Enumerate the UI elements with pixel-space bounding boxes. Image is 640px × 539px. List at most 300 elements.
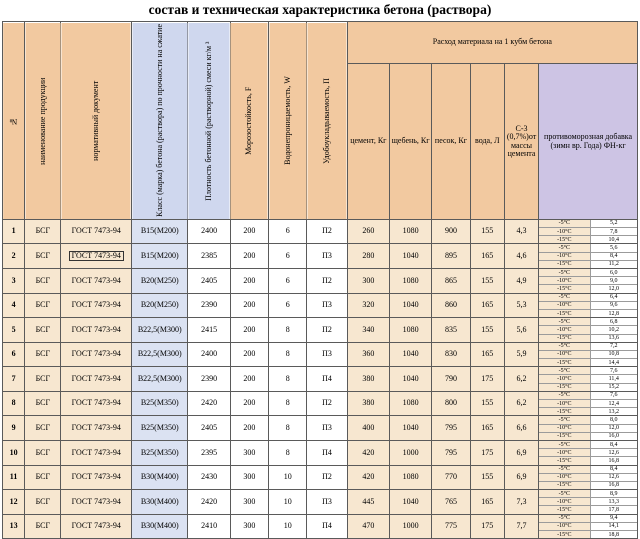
header-water: Водонепроницаемость, W [269,22,307,220]
table-header-group-row [3,22,638,64]
cell-cement: 420 [347,440,389,465]
temp-label: -5°C [539,244,590,252]
antifreeze-temp-row [539,375,637,383]
temp-label: -15°C [539,432,590,440]
cell-class: В25(М350) [132,440,188,465]
temp-label: -15°C [539,359,590,367]
cell-water: 6 [269,293,307,318]
antifreeze-temp-row [539,326,637,334]
cell-class: В30(М400) [132,514,188,539]
temp-value: 7,6 [590,367,637,375]
cell-frost: 200 [230,342,268,367]
temp-label: -5°C [539,466,590,474]
antifreeze-temp-row [539,392,637,400]
cell-antifreeze [539,367,638,392]
temp-value: 12,8 [590,309,637,317]
antifreeze-temp-row [539,277,637,285]
temp-label: -15°C [539,457,590,465]
cell-sand: 795 [432,440,470,465]
temp-label: -5°C [539,294,590,302]
temp-value: 9,4 [590,515,637,523]
cell-cement: 320 [347,293,389,318]
antifreeze-temp-row [539,309,637,317]
cell-gravel: 1040 [390,342,432,367]
cell-name: БСГ [25,293,61,318]
table-row [3,269,638,294]
table-row [3,490,638,515]
page-title: состав и техническая характеристика бетона (раствора) [148,2,492,17]
temp-value: 5,6 [590,244,637,252]
cell-density: 2385 [188,244,230,269]
temp-label: -15°C [539,309,590,317]
temp-label: -5°C [539,416,590,424]
table-row [3,440,638,465]
cell-workability: П3 [307,293,347,318]
temp-label: -5°C [539,220,590,228]
cell-doc: ГОСТ 7473-94 [61,269,132,294]
cell-water-l: 155 [470,219,504,244]
temp-value: 18,8 [590,531,637,539]
cell-cement: 360 [347,342,389,367]
temp-label: -10°C [539,228,590,236]
antifreeze-temp-row [539,522,637,530]
antifreeze-temp-table [539,490,637,514]
temp-value: 10,4 [590,236,637,244]
cell-sz: 5,6 [504,318,538,343]
cell-water: 8 [269,416,307,441]
temp-value: 10,2 [590,326,637,334]
table-row [3,244,638,269]
table-row [3,219,638,244]
cell-num: 11 [3,465,25,490]
temp-value: 8,4 [590,441,637,449]
temp-label: -5°C [539,392,590,400]
cell-frost: 200 [230,293,268,318]
cell-antifreeze [539,465,638,490]
antifreeze-temp-table [539,318,637,342]
cell-frost: 200 [230,416,268,441]
cell-class: В15(М200) [132,244,188,269]
cell-water-l: 155 [470,465,504,490]
cell-density: 2420 [188,490,230,515]
temp-label: -15°C [539,506,590,514]
antifreeze-temp-row [539,350,637,358]
cell-name: БСГ [25,269,61,294]
cell-sz: 4,6 [504,244,538,269]
temp-value: 15,2 [590,383,637,391]
temp-value: 12,6 [590,473,637,481]
cell-frost: 300 [230,490,268,515]
cell-num: 12 [3,490,25,515]
table-row [3,465,638,490]
cell-antifreeze [539,293,638,318]
cell-num: 4 [3,293,25,318]
cell-frost: 200 [230,391,268,416]
cell-cement: 470 [347,514,389,539]
cell-name: БСГ [25,318,61,343]
temp-label: -10°C [539,522,590,530]
header-name: наименование продукции [25,22,61,220]
antifreeze-temp-table [539,269,637,293]
table-row [3,514,638,539]
temp-value: 8,0 [590,416,637,424]
temp-label: -10°C [539,424,590,432]
cell-antifreeze [539,391,638,416]
temp-label: -15°C [539,481,590,489]
antifreeze-temp-row [539,466,637,474]
temp-label: -5°C [539,515,590,523]
temp-value: 16,8 [590,481,637,489]
cell-doc: ГОСТ 7473-94 [61,318,132,343]
antifreeze-temp-row [539,432,637,440]
cell-sz: 6,6 [504,416,538,441]
cell-water: 8 [269,391,307,416]
temp-label: -10°C [539,498,590,506]
temp-label: -10°C [539,326,590,334]
header-cement: цемент, Кг [347,64,389,220]
temp-label: -5°C [539,441,590,449]
cell-antifreeze [539,219,638,244]
temp-label: -10°C [539,375,590,383]
temp-value: 13,3 [590,498,637,506]
table-row [3,342,638,367]
cell-antifreeze [539,318,638,343]
temp-value: 14,4 [590,359,637,367]
cell-frost: 300 [230,465,268,490]
cell-name: БСГ [25,391,61,416]
antifreeze-temp-table [539,392,637,416]
cell-antifreeze [539,490,638,515]
antifreeze-temp-row [539,318,637,326]
cell-sand: 865 [432,269,470,294]
cell-density: 2395 [188,440,230,465]
antifreeze-temp-table [539,466,637,490]
cell-class: В30(М400) [132,465,188,490]
header-frost: Морозостойкость, F [230,22,268,220]
temp-label: -10°C [539,473,590,481]
cell-water: 8 [269,440,307,465]
cell-class: В30(М400) [132,490,188,515]
cell-sand: 795 [432,416,470,441]
header-num: № [3,22,25,220]
cell-sand: 770 [432,465,470,490]
cell-water: 8 [269,367,307,392]
cell-num: 1 [3,219,25,244]
cell-frost: 200 [230,318,268,343]
temp-value: 17,8 [590,506,637,514]
cell-water-l: 155 [470,391,504,416]
cell-sand: 765 [432,490,470,515]
temp-value: 16,8 [590,457,637,465]
temp-label: -5°C [539,490,590,498]
cell-workability: П2 [307,465,347,490]
cell-sand: 775 [432,514,470,539]
cell-density: 2415 [188,318,230,343]
cell-sz: 5,9 [504,342,538,367]
cell-workability: П2 [307,219,347,244]
antifreeze-temp-table [539,220,637,244]
cell-gravel: 1040 [390,244,432,269]
cell-num: 5 [3,318,25,343]
cell-sz: 6,9 [504,465,538,490]
cell-frost: 200 [230,367,268,392]
antifreeze-temp-row [539,269,637,277]
antifreeze-temp-table [539,515,637,539]
cell-cement: 300 [347,269,389,294]
temp-value: 9,0 [590,277,637,285]
antifreeze-temp-row [539,343,637,351]
cell-sz: 4,3 [504,219,538,244]
temp-value: 11,4 [590,375,637,383]
cell-num: 13 [3,514,25,539]
cell-gravel: 1040 [390,490,432,515]
header-doc: нормативный документ [61,22,132,220]
cell-sz: 6,2 [504,367,538,392]
cell-sz: 7,3 [504,490,538,515]
header-workability: Удобоукладываемость, П [307,22,347,220]
cell-cement: 260 [347,219,389,244]
temp-value: 6,4 [590,294,637,302]
temp-label: -10°C [539,252,590,260]
cell-frost: 300 [230,514,268,539]
antifreeze-temp-table [539,294,637,318]
cell-water-l: 175 [470,514,504,539]
cell-antifreeze [539,514,638,539]
cell-doc: ГОСТ 7473-94 [61,342,132,367]
cell-cement: 340 [347,318,389,343]
cell-class: В22,5(М300) [132,342,188,367]
cell-antifreeze [539,244,638,269]
temp-value: 8,4 [590,252,637,260]
cell-doc [61,244,132,269]
cell-doc: ГОСТ 7473-94 [61,391,132,416]
cell-sand: 860 [432,293,470,318]
cell-workability: П3 [307,490,347,515]
temp-label: -15°C [539,285,590,293]
antifreeze-temp-row [539,481,637,489]
cell-class: В20(М250) [132,293,188,318]
cell-gravel: 1040 [390,367,432,392]
temp-label: -15°C [539,334,590,342]
temp-value: 14,1 [590,522,637,530]
cell-antifreeze [539,269,638,294]
cell-antifreeze [539,440,638,465]
cell-water-l: 165 [470,490,504,515]
cell-sand: 895 [432,244,470,269]
cell-workability: П2 [307,318,347,343]
cell-gravel: 1040 [390,416,432,441]
cell-frost: 200 [230,244,268,269]
cell-water: 10 [269,465,307,490]
cell-num: 3 [3,269,25,294]
cell-sz: 6,2 [504,391,538,416]
antifreeze-temp-row [539,228,637,236]
antifreeze-temp-row [539,260,637,268]
cell-cement: 420 [347,465,389,490]
cell-water: 10 [269,490,307,515]
cell-workability: П2 [307,391,347,416]
antifreeze-temp-table [539,367,637,391]
cell-doc: ГОСТ 7473-94 [61,219,132,244]
cell-density: 2420 [188,391,230,416]
cell-name: БСГ [25,367,61,392]
temp-label: -10°C [539,301,590,309]
header-class: Класс (марка) бетона (раствора) по прочности на сжатие [132,22,188,220]
cell-water-l: 165 [470,416,504,441]
temp-label: -10°C [539,277,590,285]
temp-label: -10°C [539,449,590,457]
cell-density: 2405 [188,269,230,294]
antifreeze-temp-row [539,400,637,408]
temp-label: -15°C [539,383,590,391]
cell-gravel: 1080 [390,465,432,490]
cell-gravel: 1080 [390,219,432,244]
antifreeze-temp-table [539,343,637,367]
temp-value: 12,6 [590,449,637,457]
cell-name: БСГ [25,514,61,539]
cell-density: 2405 [188,416,230,441]
temp-label: -5°C [539,318,590,326]
cell-sand: 830 [432,342,470,367]
cell-water-l: 165 [470,293,504,318]
temp-value: 13,2 [590,408,637,416]
antifreeze-temp-row [539,236,637,244]
antifreeze-temp-row [539,383,637,391]
cell-density: 2390 [188,367,230,392]
cell-gravel: 1040 [390,293,432,318]
cell-sand: 835 [432,318,470,343]
cell-sand: 790 [432,367,470,392]
cell-num: 7 [3,367,25,392]
antifreeze-temp-row [539,359,637,367]
temp-value: 7,6 [590,392,637,400]
temp-value: 8,9 [590,490,637,498]
table-row [3,391,638,416]
temp-label: -15°C [539,260,590,268]
header-water-l: вода, Л [470,64,504,220]
cell-name: БСГ [25,465,61,490]
antifreeze-temp-row [539,424,637,432]
cell-sz: 7,7 [504,514,538,539]
temp-value: 12,4 [590,400,637,408]
temp-label: -5°C [539,269,590,277]
antifreeze-temp-row [539,408,637,416]
cell-name: БСГ [25,244,61,269]
header-material-group: Расход материала на 1 кубм бетона [347,22,637,64]
antifreeze-temp-table [539,244,637,268]
temp-value: 11,2 [590,260,637,268]
antifreeze-temp-row [539,367,637,375]
antifreeze-temp-table [539,441,637,465]
cell-sz: 4,9 [504,269,538,294]
table-row [3,367,638,392]
cell-cement: 400 [347,416,389,441]
antifreeze-temp-row [539,457,637,465]
temp-label: -5°C [539,367,590,375]
cell-water-l: 165 [470,342,504,367]
antifreeze-temp-row [539,220,637,228]
antifreeze-temp-row [539,252,637,260]
cell-sand: 900 [432,219,470,244]
cell-doc: ГОСТ 7473-94 [61,440,132,465]
cell-class: В22,5(М300) [132,318,188,343]
cell-doc: ГОСТ 7473-94 [61,293,132,318]
cell-sz: 6,9 [504,440,538,465]
temp-label: -10°C [539,350,590,358]
antifreeze-temp-row [539,531,637,539]
cell-gravel: 1080 [390,269,432,294]
cell-num: 6 [3,342,25,367]
cell-class: В15(М200) [132,219,188,244]
antifreeze-temp-table [539,416,637,440]
antifreeze-temp-row [539,498,637,506]
table-row [3,293,638,318]
cell-antifreeze [539,416,638,441]
temp-value: 5,2 [590,220,637,228]
cell-class: В22,5(М300) [132,367,188,392]
antifreeze-temp-row [539,449,637,457]
header-antifreeze: противоморозная добавка (зимн вр. Года) ФН-кг [539,64,638,220]
cell-name: БСГ [25,490,61,515]
antifreeze-temp-row [539,490,637,498]
cell-num: 8 [3,391,25,416]
antifreeze-temp-row [539,506,637,514]
cell-doc: ГОСТ 7473-94 [61,490,132,515]
cell-antifreeze [539,342,638,367]
temp-value: 9,6 [590,301,637,309]
cell-workability: П3 [307,244,347,269]
cell-frost: 300 [230,440,268,465]
temp-value: 16,0 [590,432,637,440]
cell-doc: ГОСТ 7473-94 [61,367,132,392]
temp-value: 6,0 [590,269,637,277]
cell-water: 6 [269,244,307,269]
header-density: Плотность бетонной (растворной) смеси кг/м ³ [188,22,230,220]
temp-value: 12,0 [590,424,637,432]
cell-workability: П2 [307,269,347,294]
cell-doc: ГОСТ 7473-94 [61,416,132,441]
temp-value: 7,2 [590,343,637,351]
cell-density: 2400 [188,342,230,367]
temp-label: -10°C [539,400,590,408]
table-row [3,318,638,343]
cell-water-l: 155 [470,269,504,294]
cell-cement: 380 [347,367,389,392]
cell-density: 2410 [188,514,230,539]
cell-class: В25(М350) [132,391,188,416]
cell-doc: ГОСТ 7473-94 [61,514,132,539]
doc-highlight-box: ГОСТ 7473-94 [69,251,124,261]
antifreeze-temp-row [539,334,637,342]
antifreeze-temp-row [539,416,637,424]
header-sand: песок, Кг [432,64,470,220]
cell-num: 10 [3,440,25,465]
cell-num: 2 [3,244,25,269]
cell-workability: П4 [307,440,347,465]
temp-value: 6,8 [590,318,637,326]
antifreeze-temp-row [539,515,637,523]
cell-water-l: 175 [470,440,504,465]
cell-workability: П4 [307,367,347,392]
cell-sand: 800 [432,391,470,416]
cell-workability: П4 [307,514,347,539]
cell-class: В20(М250) [132,269,188,294]
cell-cement: 380 [347,391,389,416]
temp-label: -15°C [539,236,590,244]
cell-class: В25(М350) [132,416,188,441]
temp-label: -15°C [539,531,590,539]
cell-workability: П3 [307,342,347,367]
